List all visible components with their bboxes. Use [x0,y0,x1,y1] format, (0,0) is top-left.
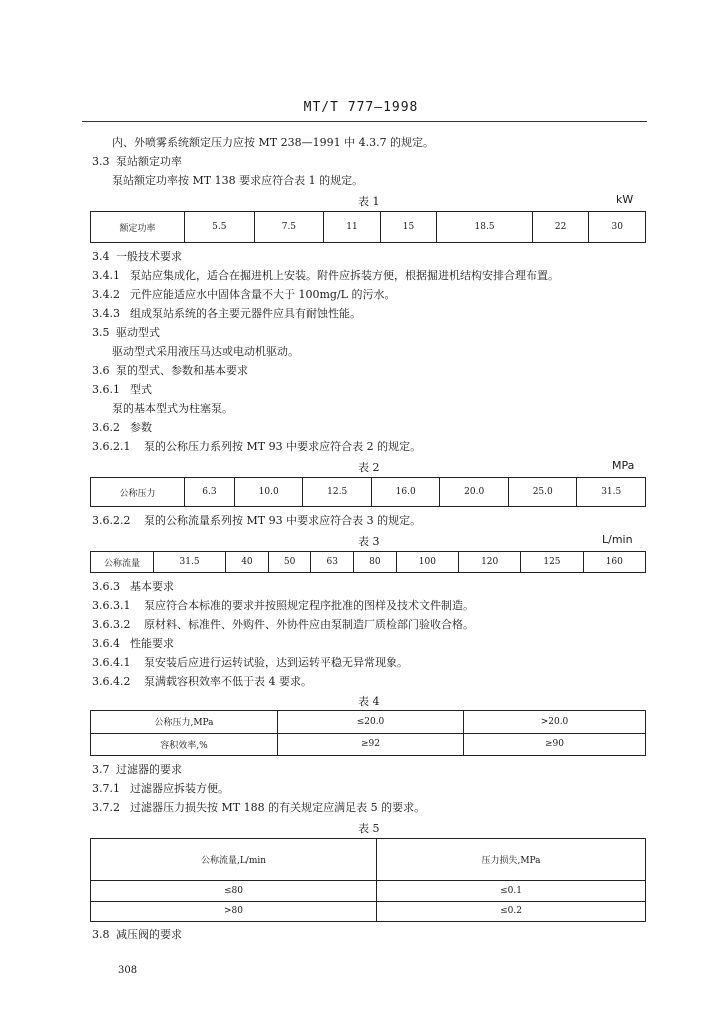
table-1-cell: 7.5 [254,212,324,243]
table-2-cell: 25.0 [508,478,577,507]
section-3-7-1: 3.7.1 过滤器应拆装方便。 [92,782,229,795]
page-header: MT/T 777—1998 [303,100,419,115]
section-3-4-1: 3.4.1 泵站应集成化，适合在掘进机上安装。附件应拆装方便，根据掘进机结构安排合理布置。 [92,269,559,282]
table-3-cell: 125 [521,552,583,573]
table-5-cell: 压力损失,MPa [377,839,646,881]
section-3-7: 3.7 过滤器的要求 [92,763,182,776]
table-4-cell: ≤20.0 [278,711,464,734]
table-3-unit: L/min [602,533,633,546]
table-5-cell: ≤80 [91,881,377,902]
table-2-cell: 31.5 [577,478,646,507]
table-2-unit: MPa [612,459,635,472]
table-1-caption: 表 1 [358,195,380,208]
table-3-cell: 50 [268,552,311,573]
text-line: 驱动型式采用液压马达或电动机驱动。 [112,345,299,358]
section-3-6-4: 3.6.4 性能要求 [92,637,174,650]
section-3-6-4-2: 3.6.4.2 泵满载容积效率不低于表 4 要求。 [92,675,312,688]
table-3-cell: 100 [396,552,458,573]
section-3-4: 3.4 一般技术要求 [92,250,182,263]
table-2-cell: 16.0 [371,478,440,507]
section-3-5: 3.5 驱动型式 [92,326,160,339]
table-2-cell: 10.0 [234,478,303,507]
table-2-cell: 20.0 [440,478,509,507]
text-line: 泵的基本型式为柱塞泵。 [112,402,233,415]
section-3-7-2: 3.7.2 过滤器压力损失按 MT 188 的有关规定应满足表 5 的要求。 [92,801,426,814]
table-3-cell: 63 [311,552,354,573]
table-1-unit: kW [616,193,634,206]
table-5-cell: >80 [91,901,377,922]
table-1-cell: 11 [324,212,381,243]
table-1-cell: 22 [532,212,589,243]
table-4-cell: 容积效率,% [91,733,278,756]
table-3-cell: 40 [226,552,269,573]
section-3-4-3: 3.4.3 组成泵站系统的各主要元器件应具有耐蚀性能。 [92,307,361,320]
table-5-cell: ≤0.1 [377,881,646,902]
table-2-caption: 表 2 [358,461,380,474]
table-1-cell: 30 [589,212,646,243]
table-2-cell: 12.5 [303,478,372,507]
table-5-cell: ≤0.2 [377,901,646,922]
table-2-cell: 6.3 [185,478,235,507]
section-3-3: 3.3 泵站额定功率 [92,155,182,168]
table-4 [90,710,646,756]
section-3-4-2: 3.4.2 元件应能适应水中固体含量不大于 100mg/L 的污水。 [92,288,396,301]
table-5 [90,838,646,922]
table-4-caption: 表 4 [358,695,380,708]
table-3-cell: 80 [354,552,397,573]
table-3 [90,551,646,573]
table-1-cell: 18.5 [437,212,533,243]
section-3-6-3-1: 3.6.3.1 泵应符合本标准的要求并按照规定程序批准的图样及技术文件制造。 [92,599,474,612]
table-4-cell: ≥92 [278,733,464,756]
section-3-6-3-2: 3.6.3.2 原材料、标准件、外购件、外协件应由泵制造厂质检部门验收合格。 [92,618,474,631]
text-line: 泵站额定功率按 MT 138 要求应符合表 1 的规定。 [112,174,364,187]
section-3-6-2: 3.6.2 参数 [92,421,152,434]
table-1-cell: 15 [380,212,437,243]
table-5-caption: 表 5 [358,822,380,835]
section-3-6-2-2: 3.6.2.2 泵的公称流量系列按 MT 93 中要求应符合表 3 的规定。 [92,514,422,527]
table-2 [90,477,646,507]
table-3-header: 公称流量 [91,552,154,573]
table-3-cell: 120 [459,552,521,573]
page-number: 308 [118,965,138,976]
section-3-6-1: 3.6.1 型式 [92,383,152,396]
table-4-cell: 公称压力,MPa [91,711,278,734]
section-3-8: 3.8 减压阀的要求 [92,928,182,941]
section-3-6-2-1: 3.6.2.1 泵的公称压力系列按 MT 93 中要求应符合表 2 的规定。 [92,440,422,453]
table-3-cell: 160 [583,552,645,573]
header-rule [82,121,647,122]
table-4-cell: ≥90 [464,733,646,756]
section-3-6-4-1: 3.6.4.1 泵安装后应进行运转试验，达到运转平稳无异常现象。 [92,656,408,669]
table-1-header: 额定功率 [91,212,185,243]
table-1-cell: 5.5 [185,212,255,243]
table-3-cell: 31.5 [154,552,226,573]
table-4-cell: >20.0 [464,711,646,734]
table-2-header: 公称压力 [91,478,185,507]
section-3-6: 3.6 泵的型式、参数和基本要求 [92,364,248,377]
table-3-caption: 表 3 [358,535,380,548]
table-1 [90,211,646,243]
table-5-cell: 公称流量,L/min [91,839,377,881]
text-line: 内、外喷雾系统额定压力应按 MT 238—1991 中 4.3.7 的规定。 [112,136,435,149]
section-3-6-3: 3.6.3 基本要求 [92,580,174,593]
